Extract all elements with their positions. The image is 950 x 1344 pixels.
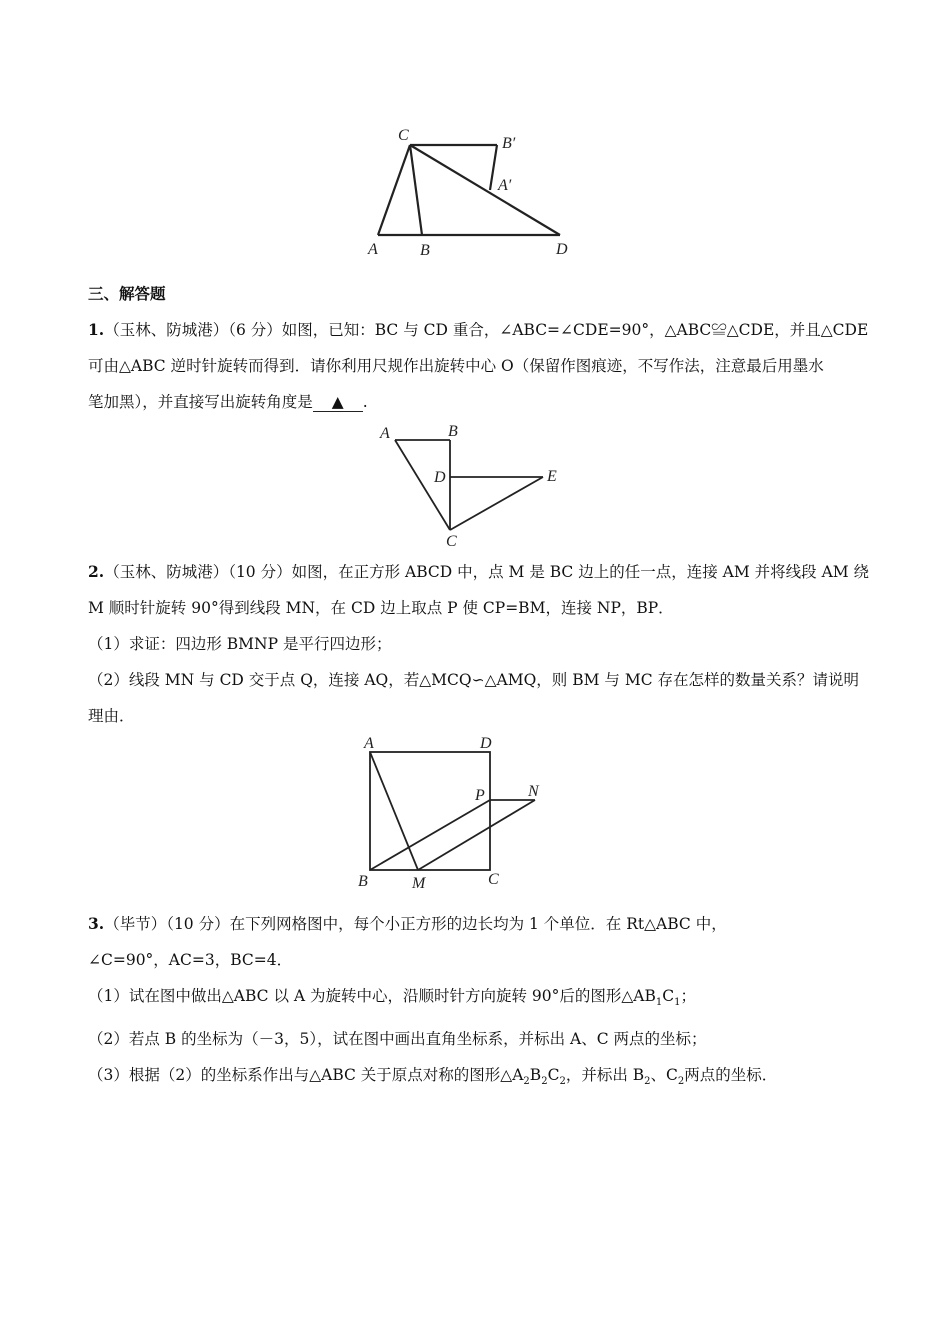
q2-label-N: N — [528, 783, 539, 800]
figure-q1 — [370, 420, 580, 550]
segment-CA — [378, 145, 410, 235]
q3-part-1-suffix: ； — [680, 987, 697, 1005]
label-B: B — [420, 242, 430, 259]
q2-label-A: A — [364, 735, 374, 752]
section-title: 三、解答题 — [88, 284, 166, 303]
figure-q1-svg — [370, 420, 580, 550]
q1-label-B: B — [448, 423, 458, 440]
q1-line-2: 可由△ABC 逆时针旋转而得到．请你利用尺规作出旋转中心 O（保留作图痕迹，不写作法，注意最后用墨水 — [88, 357, 824, 375]
q3-part-3-f: 两点的坐标． — [684, 1066, 778, 1085]
q1-line-1-text: （玉林、防城港）（6 分）如图，已知：BC 与 CD 重合，∠ABC=∠CDE=90°，△ABC≌△CDE，并且△CDE — [104, 321, 869, 339]
segment-CD — [410, 145, 560, 235]
q1-label-E: E — [547, 468, 557, 485]
q3-part-3-a: （3）根据（2）的坐标系作出与△ABC 关于原点对称的图形△A — [88, 1066, 524, 1085]
q3-part-3-e: 、C — [650, 1066, 678, 1085]
q1-line-1 — [88, 312, 868, 348]
q3-part-3-b: B — [529, 1066, 542, 1085]
q1-number: 1. — [88, 320, 105, 339]
q3-part-1-sub-1: 1 — [655, 997, 663, 1009]
question-2 — [88, 554, 868, 734]
figure-rotation-triangles-svg — [360, 120, 590, 265]
q2-line-2: M 顺时针旋转 90°得到线段 MN，在 CD 边上取点 P 使 CP=BM，连接 NP，BP． — [88, 599, 674, 617]
q3-part-3 — [88, 1057, 868, 1100]
q2-label-C: C — [488, 871, 499, 888]
q3-part-3-sub-2: 2 — [541, 1076, 548, 1088]
q1-label-C: C — [446, 533, 457, 550]
q2-label-B: B — [358, 873, 368, 890]
q3-part-2: （2）若点 B 的坐标为（－3，5），试在图中画出直角坐标系，并标出 A、C 两点的坐标； — [88, 1030, 707, 1049]
q3-part-3-c: C — [547, 1066, 560, 1085]
q1-label-D: D — [434, 469, 446, 486]
q3-part-3-d: ，并标出 B — [565, 1066, 645, 1085]
q2-part-2-line-2: 理由． — [88, 707, 135, 725]
q2-label-D: D — [480, 735, 492, 752]
q3-number: 3. — [88, 914, 105, 933]
segment-EC — [450, 477, 543, 530]
segment-AM — [370, 752, 418, 870]
label-A-prime: A′ — [498, 177, 512, 194]
q3-line-1-text: （毕节）（10 分）在下列网格图中，每个小正方形的边长均为 1 个单位．在 Rt△ABC 中， — [104, 915, 727, 933]
label-D: D — [556, 241, 568, 258]
q1-label-A: A — [380, 425, 390, 442]
segment-MN — [418, 800, 535, 870]
q3-part-1-mid: C — [662, 987, 675, 1005]
label-B-prime: B′ — [502, 135, 516, 152]
q2-line-1 — [88, 554, 868, 590]
segment-BprimeAprime — [490, 145, 497, 190]
q1-line-3 — [88, 384, 868, 420]
q1-answer-blank[interactable]: ▲ — [313, 393, 363, 412]
q2-label-P: P — [475, 787, 485, 804]
label-A: A — [368, 241, 378, 258]
q3-part-1 — [88, 978, 868, 1021]
q2-number: 2. — [88, 562, 105, 581]
segment-CB — [410, 145, 422, 235]
q3-part-3-sub-5: 2 — [677, 1076, 685, 1088]
q2-label-M: M — [412, 875, 426, 892]
segment-BP — [370, 800, 490, 870]
q1-line-3-prefix: 笔加黑），并直接写出旋转角度是 — [88, 393, 313, 411]
q3-part-1-sub-2: 1 — [674, 997, 681, 1009]
q2-part-2-line-1: （2）线段 MN 与 CD 交于点 Q，连接 AQ，若△MCQ∽△AMQ，则 BM 与 MC 存在怎样的数量关系？请说明 — [88, 671, 859, 689]
question-1 — [88, 312, 868, 420]
q3-part-3-sub-4: 2 — [644, 1076, 651, 1088]
q3-part-1-prefix: （1）试在图中做出△ABC 以 A 为旋转中心，沿顺时针方向旋转 90°后的图形△AB — [88, 987, 656, 1005]
q3-line-2: ∠C=90°，AC=3，BC=4． — [88, 951, 293, 969]
q3-part-3-sub-1: 2 — [523, 1076, 530, 1088]
q3-line-1 — [88, 906, 868, 942]
question-3 — [88, 906, 868, 1100]
figure-q2 — [350, 732, 560, 892]
q3-part-3-sub-3: 2 — [559, 1076, 566, 1088]
figure-rotation-triangles — [360, 120, 590, 265]
q2-line-1-text: （玉林、防城港）（10 分）如图，在正方形 ABCD 中，点 M 是 BC 边上的任一点，连接 AM 并将线段 AM 绕 — [104, 563, 870, 581]
label-C: C — [398, 127, 409, 144]
figure-q2-svg — [350, 732, 560, 892]
q1-line-3-suffix: . — [362, 393, 368, 411]
q2-part-1: （1）求证：四边形 BMNP 是平行四边形； — [88, 635, 392, 653]
